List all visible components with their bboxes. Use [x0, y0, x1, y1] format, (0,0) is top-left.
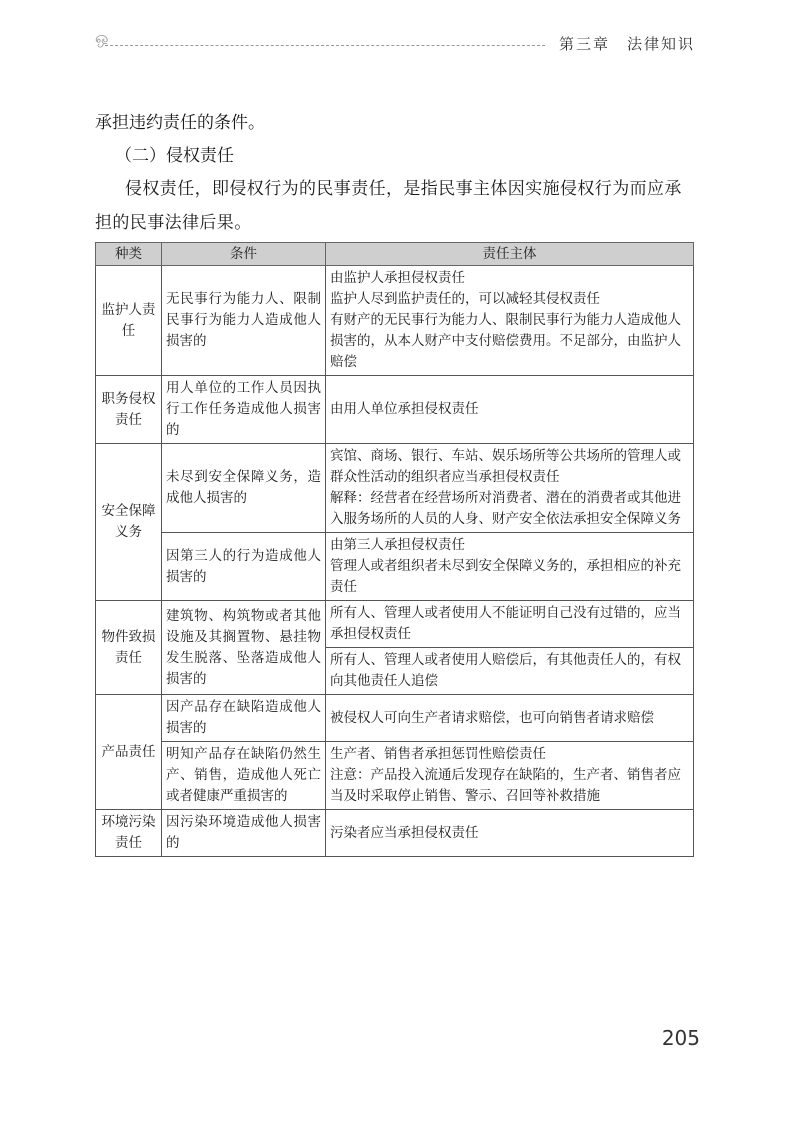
table-row	[96, 266, 694, 376]
body-line: 污染者应当承担侵权责任	[330, 824, 479, 841]
paragraph-continuation: 承担违约责任的条件。	[95, 113, 265, 133]
liable-party-cell	[326, 742, 694, 810]
body-line: 监护人尽到监护责任的，可以减轻其侵权责任	[330, 291, 600, 307]
liable-party-cell	[326, 376, 694, 444]
table-header-row	[96, 243, 694, 266]
category-cell: 职务侵权责任	[96, 376, 162, 444]
paragraph-definition: 侵权责任，即侵权行为的民事责任，是指民事主体因实施侵权行为而应承担的民事法律后果。	[95, 179, 682, 233]
table-row	[96, 376, 694, 444]
table-row	[96, 444, 694, 533]
condition-cell: 明知产品存在缺陷仍然生产、销售，造成他人死亡或者健康严重损害的	[162, 742, 326, 810]
table-row	[96, 533, 694, 601]
condition-cell: 用人单位的工作人员因执行工作任务造成他人损害的	[162, 376, 326, 444]
header-category: 种类	[96, 243, 162, 266]
condition-cell: 因第三人的行为造成他人损害的	[162, 533, 326, 601]
liable-party-cell	[326, 810, 694, 857]
body-line: 宾馆、商场、银行、车站、娱乐场所等公共场所的管理人或群众性活动的组织者应当承担侵权责任	[330, 448, 681, 485]
body-line: 由第三人承担侵权责任	[330, 537, 465, 553]
page-header	[95, 28, 695, 58]
body-line: 由用人单位承担侵权责任	[330, 401, 479, 417]
table-row	[96, 695, 694, 742]
condition-cell: 因污染环境造成他人损害的	[162, 810, 326, 857]
body-line: 生产者、销售者承担惩罚性赔偿责任	[330, 746, 546, 762]
body-line: 所有人、管理人或者使用人赔偿后，有其他责任人的，有权向其他责任人追偿	[330, 652, 681, 689]
table-row	[96, 742, 694, 810]
body-line: 解释：经营者在经营场所对消费者、潜在的消费者或其他进入服务场所的人员的人身、财产安全依法承担安全保障义务	[330, 490, 681, 527]
body-line: 管理人或者组织者未尽到安全保障义务的，承担相应的补充责任	[330, 558, 681, 595]
table-row	[96, 810, 694, 857]
body-line: 有财产的无民事行为能力人、限制民事行为能力人造成他人损害的，从本人财产中支付赔偿费用。不足部分，由监护人赔偿	[330, 312, 681, 370]
liable-party-cell	[326, 533, 694, 601]
header-liable-party: 责任主体	[326, 243, 694, 266]
body-line: 注意：产品投入流通后发现存在缺陷的，生产者、销售者应当及时采取停止销售、警示、召回等补救措施	[330, 767, 681, 804]
category-cell: 物件致损责任	[96, 601, 162, 695]
table-row	[96, 601, 694, 648]
liable-party-cell	[326, 444, 694, 533]
liable-party-cell	[326, 266, 694, 376]
header-rule	[105, 45, 545, 46]
liable-party-cell	[326, 695, 694, 742]
header-condition: 条件	[162, 243, 326, 266]
category-cell: 环境污染责任	[96, 810, 162, 857]
liable-party-cell	[326, 648, 694, 695]
liable-party-cell	[326, 601, 694, 648]
body-line: 所有人、管理人或者使用人不能证明自己没有过错的，应当承担侵权责任	[330, 605, 681, 642]
page-number: 205	[661, 1026, 700, 1050]
condition-cell: 未尽到安全保障义务，造成他人损害的	[162, 444, 326, 533]
category-cell: 安全保障义务	[96, 444, 162, 601]
condition-cell: 建筑物、构筑物或者其他设施及其搁置物、悬挂物发生脱落、坠落造成他人损害的	[162, 601, 326, 695]
chapter-title: 第三章 法律知识	[558, 35, 695, 53]
body-line: 被侵权人可向生产者请求赔偿，也可向销售者请求赔偿	[330, 709, 654, 726]
tort-liability-table	[95, 242, 694, 857]
category-cell: 产品责任	[96, 695, 162, 810]
section-heading: （二）侵权责任	[115, 146, 234, 166]
corner-mark: ஒ	[95, 28, 110, 47]
category-cell: 监护人责任	[96, 266, 162, 376]
condition-cell: 无民事行为能力人、限制民事行为能力人造成他人损害的	[162, 266, 326, 376]
condition-cell: 因产品存在缺陷造成他人损害的	[162, 695, 326, 742]
body-line: 由监护人承担侵权责任	[330, 270, 465, 286]
